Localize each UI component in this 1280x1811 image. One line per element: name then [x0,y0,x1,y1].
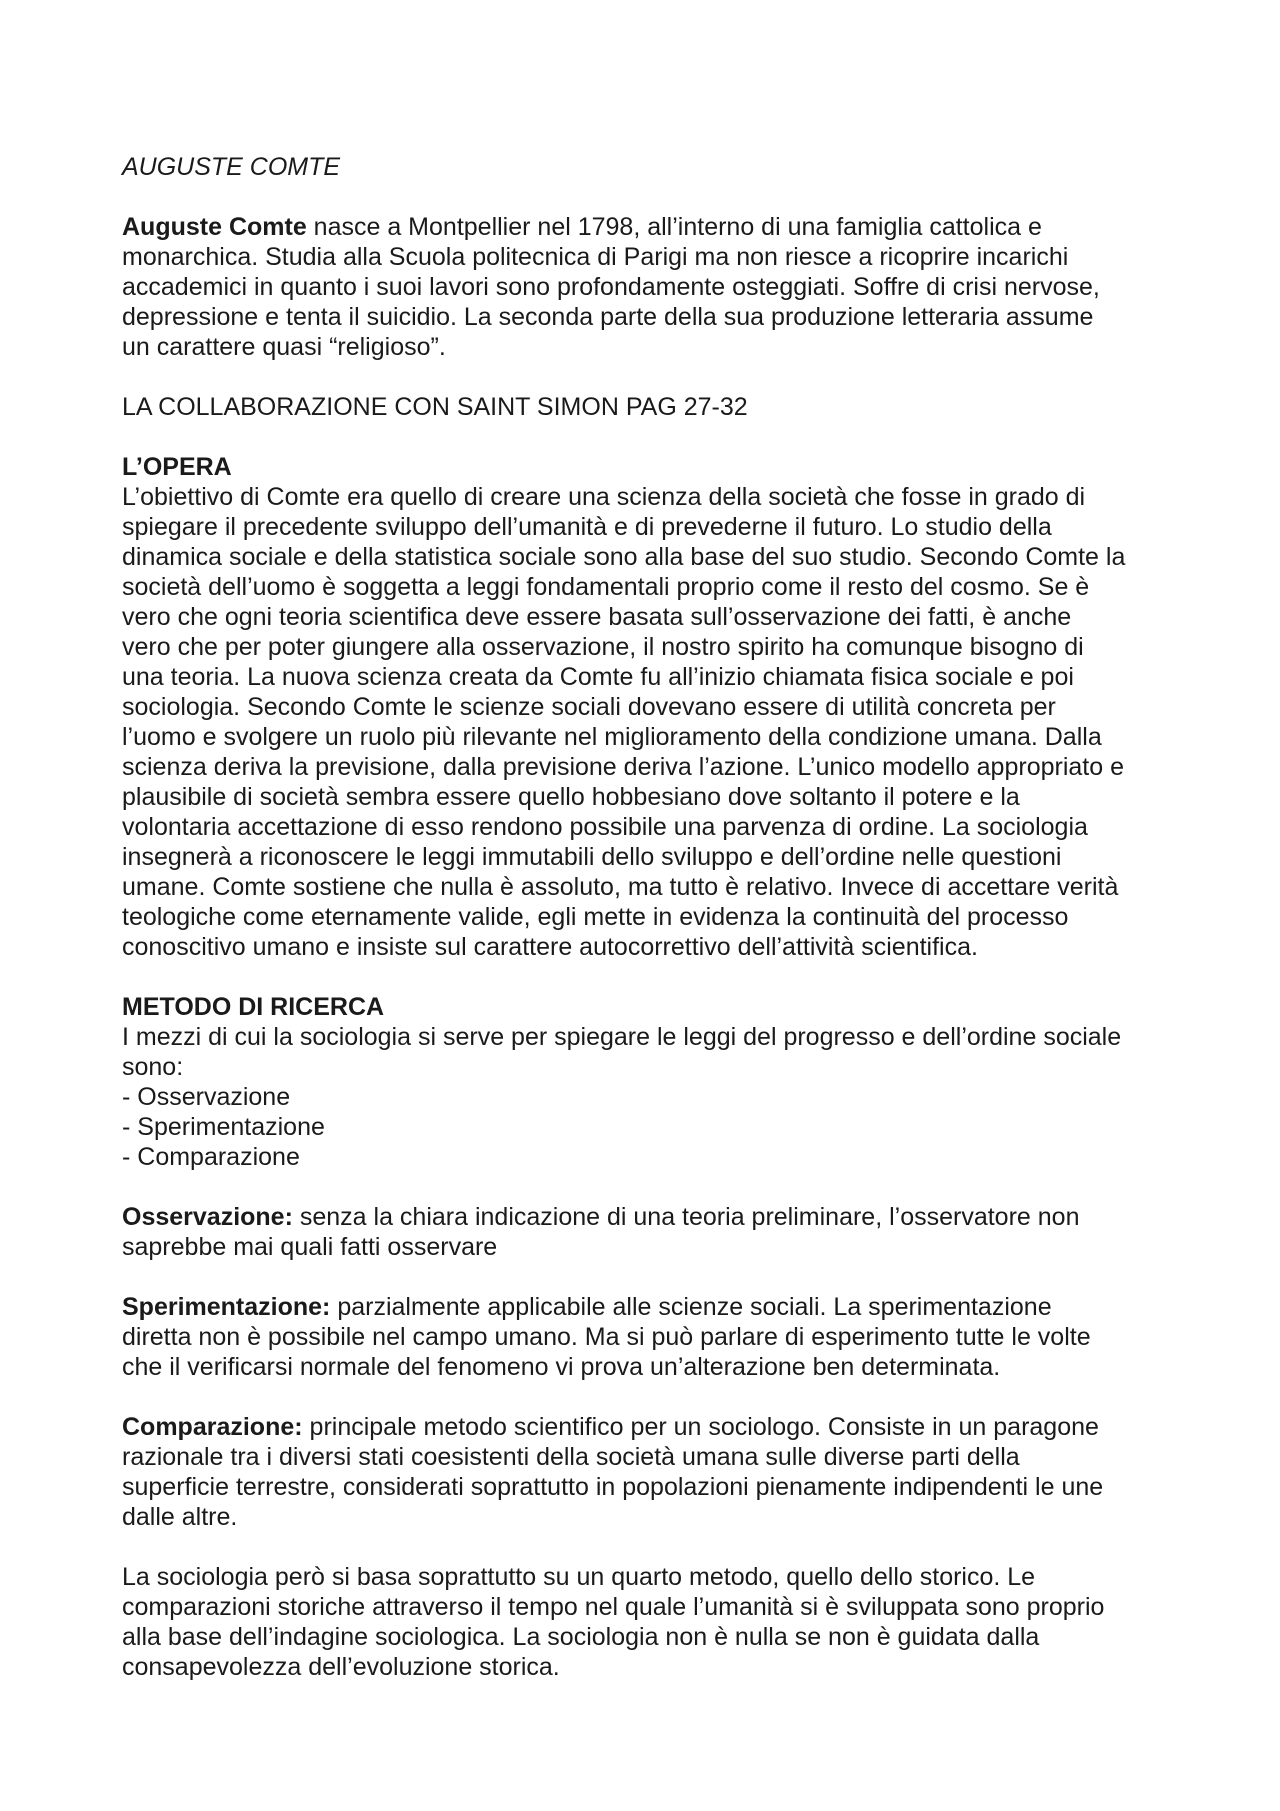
intro-text: nasce a Montpellier nel 1798, all’interno di una famiglia cattolica e monarchica. Studia alla Scuola politecnica di Parigi ma non riesce a ricoprire incarichi accademici in quanto i suoi lavori sono profondamente osteggiati. Soffre di crisi nervose, depressione e tenta il suicidio. La seconda parte della sua produzione letteraria assume un carattere quasi “religioso”. [122,213,1100,361]
metodo-heading: METODO DI RICERCA [122,993,385,1021]
intro-name: Auguste Comte [122,213,307,241]
comparazione-label: Comparazione: [122,1413,303,1441]
metodo-paragraph: I mezzi di cui la sociologia si serve per spiegare le leggi del progresso e dell’ordine sociale sono: [122,1023,1122,1081]
osservazione-paragraph [122,1202,1182,1262]
spacer [122,1262,1182,1292]
spacer [122,1172,1182,1202]
spacer [122,962,1182,992]
spacer [122,362,1182,392]
document-body [122,152,1182,1682]
comparazione-paragraph [122,1412,1182,1532]
storico-paragraph: La sociologia però si basa soprattutto su un quarto metodo, quello dello storico. Le comparazioni storiche attraverso il tempo nel quale l’umanità si è sviluppata sono proprio alla base dell’indagine sociologica. La sociologia non è nulla se non è guidata dalla consapevolezza dell’evoluzione storica. [122,1563,1105,1681]
sperimentazione-text: parzialmente applicabile alle scienze sociali. La sperimentazione diretta non è possibile nel campo umano. Ma si può parlare di esperimento tutte le volte che il verificarsi normale del fenomeno vi prova un’alterazione ben determinata. [122,1293,1091,1381]
document-title: AUGUSTE COMTE [122,153,341,181]
list-item-sperimentazione: - Sperimentazione [122,1113,325,1141]
spacer [122,1382,1182,1412]
list-item-osservazione: - Osservazione [122,1083,291,1111]
sperimentazione-paragraph [122,1292,1182,1382]
osservazione-text: senza la chiara indicazione di una teoria preliminare, l’osservatore non saprebbe mai quali fatti osservare [122,1203,1080,1261]
spacer [122,1532,1182,1562]
spacer [122,182,1182,212]
comparazione-text: principale metodo scientifico per un sociologo. Consiste in un paragone razionale tra i diversi stati coesistenti della società umana sulle diverse parti della superficie terrestre, considerati soprattutto in popolazioni pienamente indipendenti le une dalle altre. [122,1413,1104,1531]
collaborazione-line: LA COLLABORAZIONE CON SAINT SIMON PAG 27-32 [122,393,748,421]
intro-paragraph [122,212,1182,362]
opera-heading: L’OPERA [122,453,232,481]
list-item-comparazione: - Comparazione [122,1143,300,1171]
osservazione-label: Osservazione: [122,1203,293,1231]
opera-paragraph: L’obiettivo di Comte era quello di creare una scienza della società che fosse in grado di spiegare il precedente sviluppo dell’umanità e di prevederne il futuro. Lo studio della dinamica sociale e della statistica sociale sono alla base del suo studio. Secondo Comte la società dell’uomo è soggetta a leggi fondamentali proprio come il resto del cosmo. Se è vero che ogni teoria scientifica deve essere basata sull’osservazione dei fatti, è anche vero che per poter giungere alla osservazione, il nostro spirito ha comunque bisogno di una teoria. La nuova scienza creata da Comte fu all’inizio chiamata fisica sociale e poi sociologia. Secondo Comte le scienze sociali dovevano essere di utilità concreta per l’uomo e svolgere un ruolo più rilevante nel miglioramento della condizione umana. Dalla scienza deriva la previsione, dalla previsione deriva l’azione. L’unico modello appropriato e plausibile di società sembra essere quello hobbesiano dove soltanto il potere e la volontaria accettazione di esso rendono possibile una parvenza di ordine. La sociologia insegnerà a riconoscere le leggi immutabili dello sviluppo e dell’ordine nelle questioni umane. Comte sostiene che nulla è assoluto, ma tutto è relativo. Invece di accettare verità teologiche come eternamente valide, egli mette in evidenza la continuità del processo conoscitivo umano e insiste sul carattere autocorrettivo dell’attività scientifica. [122,483,1126,961]
spacer [122,422,1182,452]
sperimentazione-label: Sperimentazione: [122,1293,331,1321]
